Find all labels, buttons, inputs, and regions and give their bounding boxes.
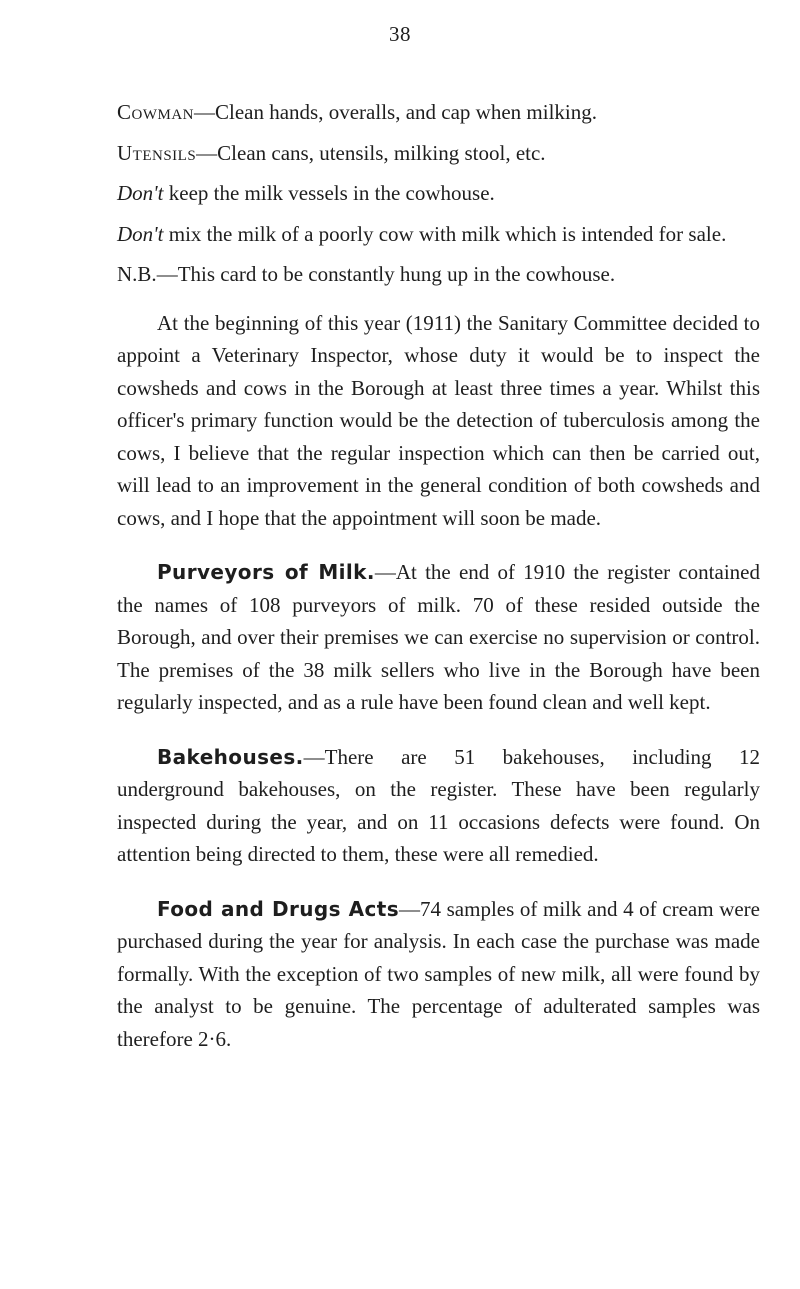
rule-text: keep the milk vessels in the cowhouse. <box>163 181 495 205</box>
rule-label: Don't <box>117 221 164 246</box>
rule-text: mix the milk of a poorly cow with milk which is intended for sale. <box>163 221 727 246</box>
paragraph-purveyors-of-milk <box>117 556 760 719</box>
rule-dont-mix <box>117 218 760 251</box>
page-number: 38 <box>389 22 411 46</box>
rule-dont-keep <box>117 177 760 210</box>
rule-utensils <box>117 137 760 170</box>
section-heading-food-drugs: Food and Drugs Acts <box>157 896 400 921</box>
rule-label: N.B. <box>117 262 157 286</box>
section-heading-bakehouses: Bakehouses. <box>157 744 304 769</box>
paragraph-food-and-drugs-acts <box>117 893 760 1056</box>
paragraph-bakehouses <box>117 741 760 871</box>
rule-label: Utensils <box>117 140 197 165</box>
rule-text: —This card to be constantly hung up in the cowhouse. <box>156 262 616 286</box>
rule-nb <box>117 258 760 291</box>
rule-label: Cowman <box>117 100 194 124</box>
rule-cowman <box>117 96 760 129</box>
paragraph-veterinary-inspector: At the beginning of this year (1911) the Sanitary Committee decided to appoint a Veterinary Inspector, whose duty it would be to inspect the cowsheds and cows in the Borough at least three times a year. Whilst this officer's primary function would be the detection of tuberculosis among the cows, I believe that the regular inspection which can then be carried out, will lead to an improvement in the general condition of both cowsheds and cows, and I hope that the appointment will soon be made. <box>117 310 760 530</box>
rule-label: Don't <box>117 181 164 205</box>
page-content <box>117 96 760 1055</box>
section-text-purveyors: —At the end of 1910 the register contained the names of 108 purveyors of milk. 70 of these resided outside the Borough, and over their premises we can exercise no supervision or control. The premises of the 38 milk sellers who live in the Borough have been regularly inspected, and as a rule have been found clean and well kept. <box>117 560 760 714</box>
rule-text: —Clean cans, utensils, milking stool, etc. <box>196 140 546 165</box>
section-text-food-drugs: —74 samples of milk and 4 of cream were purchased during the year for analysis. In each case the purchase was made formally. With the exception of two samples of new milk, all were found by the analyst to be genuine. The percentage of adulterated samples was therefore 2·6. <box>117 896 760 1051</box>
rule-text: —Clean hands, overalls, and cap when milking. <box>194 100 597 124</box>
section-heading-purveyors: Purveyors of Milk. <box>157 560 375 584</box>
section-text-bakehouses: —There are 51 bakehouses, including 12 underground bakehouses, on the register. These have been regularly inspected during the year, and on 11 occasions defects were found. On attention being directed to them, these were all remedied. <box>117 744 760 866</box>
